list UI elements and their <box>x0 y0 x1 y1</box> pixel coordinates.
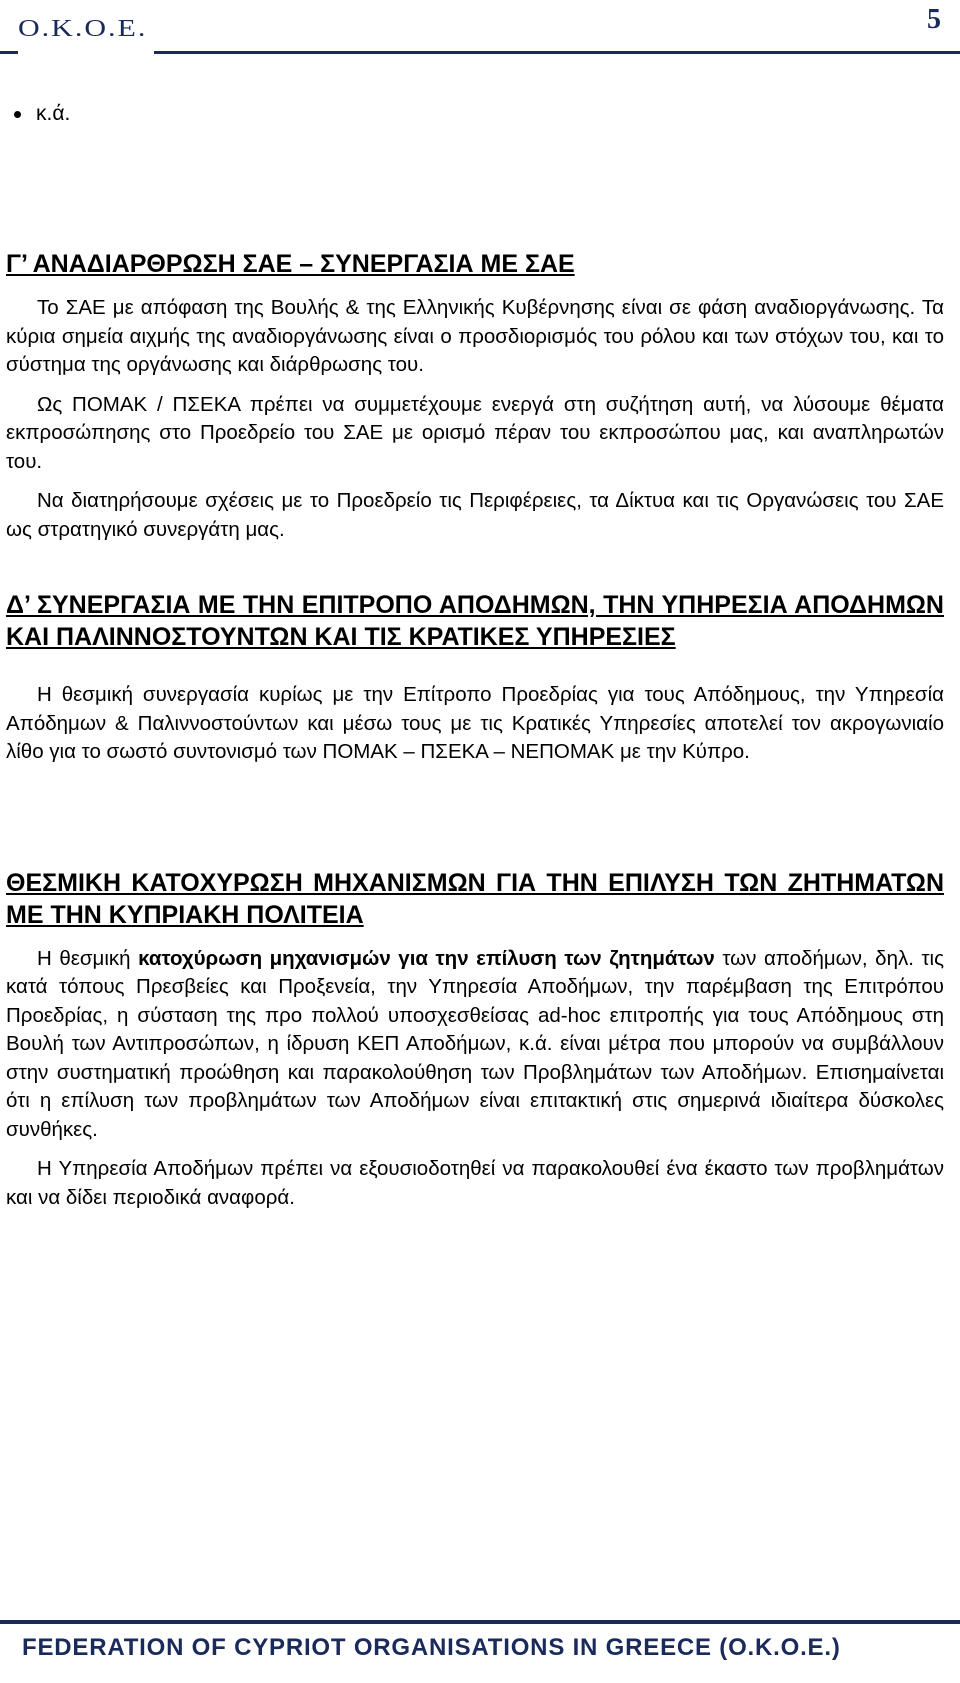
section-e-paragraph-1-emphasis: κατοχύρωση μηχανισμών για την επίλυση των ζητημάτων <box>138 946 715 970</box>
page-footer: FEDERATION OF CYPRIOT ORGANISATIONS IN GREECE (O.K.O.E.) <box>22 1634 841 1661</box>
list-item <box>6 100 944 128</box>
section-g-paragraph-3: Να διατηρήσουμε σχέσεις με το Προεδρείο τις Περιφέρειες, τα Δίκτυα και τις Οργανώσεις του ΣΑΕ ως στρατηγικό συνεργάτη μας. <box>6 489 944 541</box>
header-divider <box>0 51 18 54</box>
section-g-heading: Γ’ ΑΝΑΔΙΑΡΘΡΩΣΗ ΣΑΕ – ΣΥΝΕΡΓΑΣΙΑ ΜΕ ΣΑΕ <box>6 250 575 278</box>
footer-divider <box>0 1620 960 1624</box>
section-e-heading: ΘΕΣΜΙΚΗ ΚΑΤΟΧΥΡΩΣΗ ΜΗΧΑΝΙΣΜΩΝ ΓΙΑ ΤΗΝ ΕΠΙΛΥΣΗ ΤΩΝ ΖΗΤΗΜΑΤΩΝ ΜΕ ΤΗΝ ΚΥΠΡΙΑΚΗ ΠΟΛΙΤΕΙΑ <box>6 868 944 929</box>
section-g-paragraph-1: Το ΣΑΕ με απόφαση της Βουλής & της Ελληνικής Κυβέρνησης είναι σε φάση αναδιοργάνωσης. Τα κύρια σημεία αιχμής της αναδιοργάνωσης είναι ο προσδιορισμός του ρόλου και των στόχων του, και το σύστημα της οργάνωσης και διάρθρωσης του. <box>6 296 944 376</box>
document-body <box>6 100 944 1223</box>
section-d-paragraph-1: Η θεσμική συνεργασία κυρίως με την Επίτροπο Προεδρίας για τους Απόδημους, την Υπηρεσία Απόδημων & Παλιννοστούντων και μέσω τους με τις Κρατικές Υπηρεσίες αποτελεί τον ακρογωνιαίο λίθο για το σωστό συντονισμό των ΠΟΜΑΚ – ΠΣΕΚΑ – ΝΕΠΟΜΑΚ με την Κύπρο. <box>6 683 944 763</box>
section-d-heading: Δ’ ΣΥΝΕΡΓΑΣΙΑ ΜΕ ΤΗΝ ΕΠΙΤΡΟΠΟ ΑΠΟΔΗΜΩΝ, ΤΗΝ ΥΠΗΡΕΣΙΑ ΑΠΟΔΗΜΩΝ ΚΑΙ ΠΑΛΙΝΝΟΣΤΟΥΝΤΩΝ ΚΑΙ ΤΙΣ ΚΡΑΤΙΚΕΣ ΥΠΗΡΕΣΙΕΣ <box>6 591 944 651</box>
section-e-paragraph-1 <box>6 945 944 1145</box>
section-e-paragraph-2: Η Υπηρεσία Αποδήμων πρέπει να εξουσιοδοτηθεί να παρακολουθεί ένα έκαστο των προβλημάτων και να δίδει περιοδικά αναφορά. <box>6 1157 944 1209</box>
list-item-text: κ.ά. <box>36 102 71 125</box>
section-e-paragraph-1-start: Η θεσμική <box>37 946 139 970</box>
page-header <box>0 0 960 60</box>
section-g-paragraph-2: Ως ΠΟΜΑΚ / ΠΣΕΚΑ πρέπει να συμμετέχουμε ενεργά στη συζήτηση αυτή, να λύσουμε θέματα εκπροσώπησης στο Προεδρείο του ΣΑΕ με ορισμό πέραν του εκπροσώπου μας, και αναπληρωτών του. <box>6 392 944 473</box>
okoe-logo: O.K.O.E. <box>18 15 148 42</box>
page-number: 5 <box>927 4 941 35</box>
bullet-icon <box>14 111 21 118</box>
section-e-paragraph-1-rest: των αποδήμων, δηλ. τις κατά τόπους Πρεσβείες και Προξενεία, την Υπηρεσία Αποδήμων, την παρέμβαση της Επιτρόπου Προεδρίας, η σύσταση της προ πολλού υποσχεσθείσας ad-hoc επιτροπής για τους Απόδημους στη Βουλή των Αντιπροσώπων, η ίδρυση ΚΕΠ Αποδήμων, κ.ά. είναι μέτρα που μπορούν να συμβάλλουν στην συστηματική προώθηση και παρακολούθηση των Προβλημάτων των Αποδήμων. Επισημαίνεται ότι η επίλυση των προβλημάτων των Αποδήμων είναι επιτακτική στις σημερινά ιδιαίτερα δύσκολες συνθήκες. <box>6 946 944 1141</box>
header-divider <box>154 51 960 54</box>
